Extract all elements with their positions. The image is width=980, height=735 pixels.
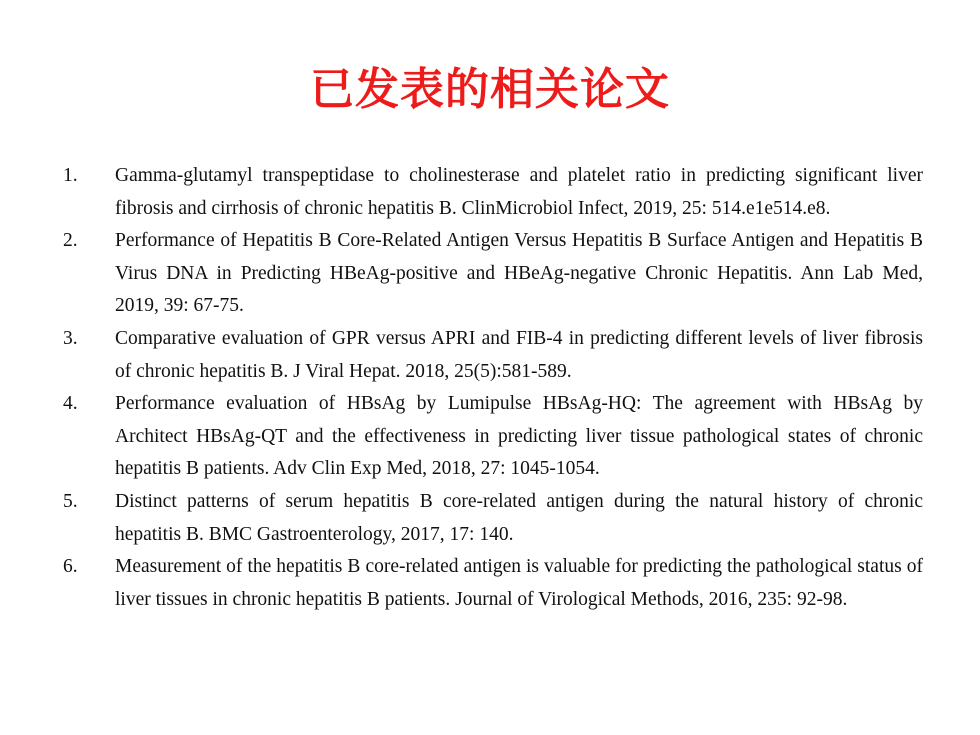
reference-text: Performance of Hepatitis B Core-Related Antigen Versus Hepatitis B Surface Antigen and Hepatitis B Virus DNA in Predicting HBeAg-positive and HBeAg-negative Chronic Hepatitis. Ann Lab Med, 2019, 39: 67-75. <box>115 230 923 317</box>
list-item <box>63 225 923 323</box>
reference-text: Measurement of the hepatitis B core-related antigen is valuable for predicting the pathological status of liver tissues in chronic hepatitis B patients. Journal of Virological Methods, 2016, 235: 92-98. <box>115 556 923 610</box>
reference-list <box>63 160 923 616</box>
reference-text: Gamma-glutamyl transpeptidase to cholinesterase and platelet ratio in predicting significant liver fibrosis and cirrhosis of chronic hepatitis B. ClinMicrobiol Infect, 2019, 25: 514.e1e514.e8. <box>115 165 923 219</box>
reference-number: 2. <box>63 230 78 252</box>
reference-number: 4. <box>63 393 78 415</box>
list-item <box>63 551 923 616</box>
list-item <box>63 323 923 388</box>
reference-text: Comparative evaluation of GPR versus APRI and FIB-4 in predicting different levels of liver fibrosis of chronic hepatitis B. J Viral Hepat. 2018, 25(5):581-589. <box>115 327 923 382</box>
list-item <box>63 486 923 551</box>
reference-number: 5. <box>63 490 78 512</box>
reference-text: Distinct patterns of serum hepatitis B core-related antigen during the natural history of chronic hepatitis B. BMC Gastroenterology, 2017, 17: 140. <box>115 490 923 545</box>
list-item <box>63 388 923 486</box>
reference-number: 6. <box>63 556 78 578</box>
reference-number: 1. <box>63 165 78 186</box>
reference-number: 3. <box>63 327 78 349</box>
reference-text: Performance evaluation of HBsAg by Lumipulse HBsAg-HQ: The agreement with HBsAg by Architect HBsAg-QT and the effectiveness in predicting liver tissue pathological states of chronic hepatitis B patients. Adv Clin Exp Med, 2018, 27: 1045-1054. <box>115 393 923 480</box>
list-item <box>63 160 923 225</box>
page-title: 已发表的相关论文 <box>310 64 670 115</box>
